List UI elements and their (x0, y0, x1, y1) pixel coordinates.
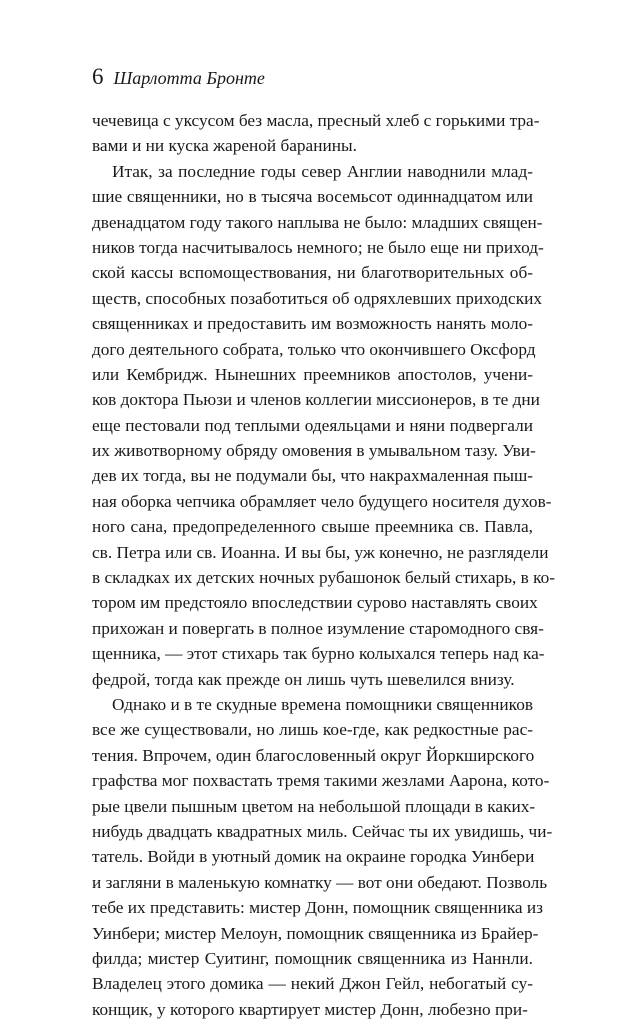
running-head-author: Шарлотта Бронте (113, 68, 265, 88)
paragraph (92, 159, 556, 692)
text-line: ников тогда насчитывалось немного; не было еще ни приход- (92, 237, 544, 257)
text-line: ного сана, предопределенного свыше преемника св. Павла, (92, 517, 533, 537)
text-line: еще пестовали под теплыми одеяльцами и няни подвергали (92, 415, 533, 435)
paragraph (92, 108, 540, 159)
body-text (92, 108, 556, 1022)
text-line: чечевица с уксусом без масла, пресный хлеб с горькими тра- (92, 111, 540, 130)
text-line: щенника, — этот стихарь так бурно колыхался теперь над ка- (92, 644, 545, 664)
text-line: или Кембридж. Нынешних преемников апостолов, учени- (92, 364, 533, 384)
text-line: Итак, за последние годы север Англии наводнили млад- (112, 161, 533, 181)
text-line: Владелец этого домика — некий Джон Гейл, небогатый су- (92, 974, 533, 994)
text-line: ществ, способных позаботиться об одряхлевших приходских (92, 288, 543, 308)
text-line: св. Петра или св. Иоанна. И вы бы, уж конечно, не разглядели (92, 542, 549, 562)
text-line: федрой, тогда как прежде он лишь чуть шевелился внизу. (92, 669, 515, 689)
text-line: все же существовали, но лишь кое-где, как редкостные рас- (92, 720, 533, 740)
text-line: ской кассы вспомоществования, ни благотворительных об- (92, 263, 533, 283)
text-line: ков доктора Пьюзи и членов коллегии миссионеров, в те дни (92, 390, 540, 410)
text-line: шие священники, но в тысяча восемьсот одиннадцатом или (92, 187, 533, 207)
book-page (92, 64, 556, 1022)
text-line: филда; мистер Суитинг, помощник священника из Наннли. (92, 948, 533, 968)
text-line: их животворному обряду омовения в умывальном тазу. Уви- (92, 441, 536, 461)
page-number: 6 (92, 64, 104, 89)
text-line: ная оборка чепчика обрамляет чело будущего носителя духов- (92, 491, 552, 511)
text-line: татель. Войди в уютный домик на окраине городка Уинбери (92, 847, 535, 867)
text-line: конщик, у которого квартирует мистер Донн, любезно при- (92, 999, 528, 1019)
text-line: тором им предстояло впоследствии сурово наставлять своих (92, 593, 538, 613)
text-line: дев их тогда, вы не подумали бы, что накрахмаленная пыш- (92, 466, 533, 486)
text-line: вами и ни куска жареной баранины. (92, 136, 357, 156)
text-line: и загляни в маленькую комнатку — вот они обедают. Позволь (92, 872, 548, 892)
text-line: рые цвели пышным цветом на небольшой площади в каких- (92, 796, 536, 816)
text-line: тения. Впрочем, один благословенный округ Йоркширского (92, 745, 535, 765)
text-line: прихожан и повергать в полное изумление старомодного свя- (92, 618, 544, 638)
paragraph (92, 692, 553, 1022)
text-line: двенадцатом году такого наплыва не было: младших священ- (92, 212, 543, 232)
text-line: священниках и предоставить им возможность нанять моло- (92, 314, 533, 334)
text-line: тебе их представить: мистер Донн, помощник священника из (92, 898, 543, 918)
text-line: графства мог похвастать тремя такими жезлами Аарона, кото- (92, 771, 550, 791)
text-line: в складках их детских ночных рубашонок белый стихарь, в ко- (92, 568, 556, 588)
text-line: Однако и в те скудные времена помощники священников (112, 694, 533, 714)
text-line: Уинбери; мистер Мелоун, помощник священника из Брайер- (92, 923, 539, 943)
running-head (92, 64, 533, 94)
text-line: нибудь двадцать квадратных миль. Сейчас ты их увидишь, чи- (92, 821, 553, 841)
text-line: дого деятельного собрата, только что окончившего Оксфорд (92, 339, 536, 359)
